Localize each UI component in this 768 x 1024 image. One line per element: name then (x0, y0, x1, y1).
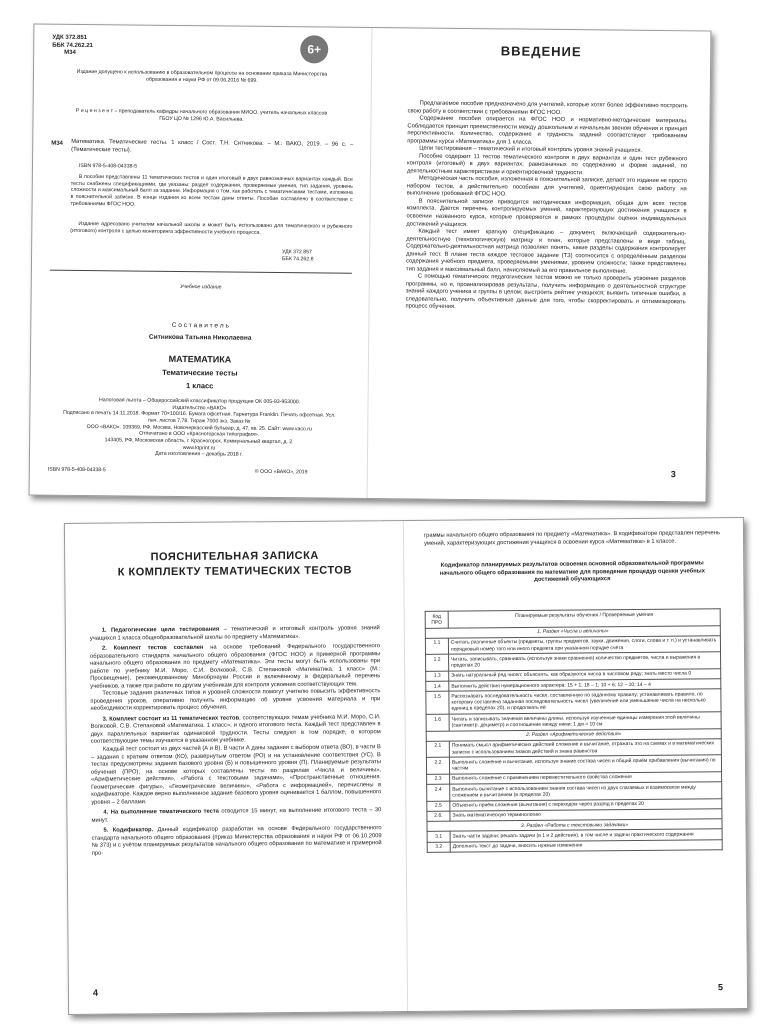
note-item-lead: 4. На выполнение тематического теста (103, 808, 219, 816)
row-description: Выполнять сложение с применением переместительного свойства сложения (450, 771, 722, 784)
row-code: 3.1 (427, 831, 450, 841)
row-code: 1.2 (426, 654, 449, 671)
note-item (90, 688, 380, 713)
udk-code-2: УДК 372.857 (282, 249, 312, 256)
codifier-table (425, 608, 723, 852)
codifier-title: Кодификатор планируемых результатов освоения основной образовательной программы начального общего образования по математике для проведения процедур оценки учебных достижений обучающихся (439, 560, 705, 583)
isbn-line: ISBN 978-5-408-04338-5 (78, 162, 137, 170)
printing-site: www.ktprint.ru (182, 444, 216, 451)
note-item-lead: 1. Педагогические цели тестирования (101, 626, 220, 634)
row-description: Читать, записывать, сравнивать (используя знаки сравнения) количество предметов, числа и выражения в пределах 20 (449, 652, 721, 671)
row-code: 2.5 (427, 801, 450, 811)
note-item-lead: 2. Комплект тестов составлен (101, 644, 204, 652)
table-row (427, 839, 722, 852)
page-number: 3 (670, 469, 676, 480)
approval-note: Издание допущено к использованию в образовательном процессе на основании приказа Министерства образования и науки РФ от 09.06.2016 № 699. (76, 68, 328, 84)
intro-paragraph: Пособие содержит 11 тестов тематического контроля в двух вариантах и один тест рубежного контроля (итоговый) в двух вариантах, равнозначных по содержанию и форме заданий, по деятельностным характеристикам и ориентировочной трудности. (406, 153, 688, 177)
row-code: 1.5 (426, 691, 449, 714)
intro-paragraph: В пояснительной записке приводится методическая информация, общая для всех тестов комплекта. Дается перечень контролируемых умений, характеризующих достижения учащихся в освоении названного курса, которые проверяются в рамках процедуры оценки индивидуальных достижений учащихся. (406, 198, 687, 228)
row-code: 2.2 (426, 757, 449, 774)
intro-paragraph: Содержание пособия опирается на ФГОС НОО и нормативно-методические материалы. Соблюдается принцип преемственности между дошкольным и начальным звеном обучения и принцип перспективности. Количество, содержание и трудность заданий соответствуют требованиям программы курса «Математика» для 1 класса. (407, 115, 688, 146)
compiler-label: С о с т а в и т е л ь (171, 321, 229, 330)
note-item-text: Тестовые задания различных типов и уровней сложности помогут учителю повысить эффективность проведения уроков, оперативно получить информацию об уровне усвоения материала и при необходимости корректировать процесс обучения. (90, 688, 381, 713)
note-item (90, 643, 380, 691)
note-item-text: , соответствующих темам учебника М.И. Моро, С.И. Волковой, С.В. Степановой «Математика. 1 класс», и одного итогового теста. Каждый тест представлен в двух параллельных вариантах одинаковой трудности. Тесты следуют в том порядке, в котором соответствующие темы изучаются в указанном учебнике. (90, 714, 381, 746)
introduction-title: ВВЕДЕНИЕ (500, 43, 582, 60)
note-item-text: – тематический и итоговый контроль уровня знаний учащихся 1 класса общеобразовательной школы по предмету «Математика». (89, 625, 380, 642)
row-code: 1.3 (426, 671, 449, 681)
author-mark: М34 (64, 50, 76, 57)
row-description: Распознавать последовательность чисел, составленную по заданному правилу; устанавливать правило, по которому составлена заданная последовательность чисел (увеличение или уменьшение числа на несколько единиц в пределах 20), и продолжать её (449, 689, 721, 714)
row-description: Выполнять вычитание с использованием знания состава чисел из двух слагаемых и взаимосвязи между сложением и вычитанием (в пределах 20) (450, 782, 722, 801)
intro-paragraph: Предлагаемое пособие предназначено для учителей, которые хотят более эффективно построить свою работу в соответствии с требованиями ФГОС НОО. (407, 100, 688, 116)
row-description: Знать математическую терминологию (450, 808, 722, 821)
catalog-entry: Математика. Тематические тесты. 1 класс / Сост. Т.Н. Ситникова. – М.: ВАКО, 2019. – 96 с. – (Тематические тесты). (71, 138, 354, 154)
edition-type: Учебное издание (179, 284, 222, 291)
note-item (91, 744, 382, 807)
row-code: 2.4 (427, 784, 450, 801)
codifier-table-wrap (425, 608, 723, 852)
row-description: Объяснять приём сложения (вычитания) с переходом через разряд в пределах 20 (450, 798, 722, 811)
column-header-code: Код ПРО (425, 611, 448, 628)
intro-paragraph: С помощью тематических педагогических тестов можно не только проверить усвоение разделов программы, но и, проанализировав результаты, получить информацию о деятельностной структуре знаний каждого ученика и группы в целом; выстроить рейтинг учащихся; выявить типичные ошибки, а следовательно, получить объективные данные для того, чтобы скорректировать и оптимизировать процесс обучения. (405, 273, 686, 311)
catalog-mark: М34 (51, 140, 63, 147)
page-number: 5 (717, 982, 723, 993)
reviewer-note: Р е ц е н з е н т – преподаватель кафедры начального образования МИОО, учитель начальных классов ГБОУ ЦО № 1296 Ю.А. Васильева. (75, 107, 328, 123)
print-info: Подписано в печать 14.11.2018. Формат 70×100/16. Бумага офсетная. Гарнитура Franklin. Печать офсетная. Усл. печ. листов 7,78. Тираж 7000 экз. Заказ № (63, 410, 336, 425)
top-spread (29, 23, 712, 502)
section-heading: 1. Раздел «Числа и величины» (425, 625, 720, 638)
note-item-text: на основе требований Федерального государственного образовательного стандарта начального общего образования (ФГОС НОО) и примерной программы начального общего образования по предмету «Математика». Эти тесты могут быть использованы при работе по учебнику М.И. Моро, С.И. Волковой, С.В. Степановой «Математика. 1 класс» (М.: Просвещение), рекомендованному Минобрнауки России и включённому в федеральный перечень учебников, а также при работе по другим учебникам для контроля усвоения соответствующих тем. (90, 643, 381, 690)
codifier-intro: граммы начального общего образования по предмету «Математика». В кодификаторе представлен перечень умений, характеризующих достижения учащихся в освоении курса «Математика» в 1 классе. (423, 530, 721, 547)
book-title: МАТЕМАТИКА (168, 353, 232, 365)
row-description: Выполнить действия нумерационного характера: 15 + 1; 18 – 1; 10 + 6; 12 – 10; 14 – 4 (449, 679, 721, 692)
row-description: Знать части задачи; решать задачи (в 1 и 2 действия), в том числе и задачи практического содержания (450, 829, 722, 842)
bbk-code: ББК 74.262.21 (52, 42, 93, 49)
note-item (91, 807, 381, 825)
row-description: Дополнять текст до задачи, вносить нужные изменения (450, 839, 722, 852)
explanatory-note-page (65, 521, 408, 1014)
divider (50, 270, 352, 274)
tax-note: Налоговая льгота – Общероссийский классификатор продукции ОК 005-93-953000. (98, 397, 301, 406)
printing-address: 143405, РФ, Московская область, г. Красногорск, Коммунальный квартал, д. 2. (104, 437, 294, 446)
row-code: 1.4 (426, 681, 449, 691)
note-item (90, 625, 380, 643)
row-description: Понимать смысл арифметических действий сложение и вычитание, отражать это на схемах и в математических записях с использованием знаков действий и знака равенства (449, 738, 721, 757)
isbn-bottom: ISBN 978-5-408-04338-5 (47, 466, 106, 474)
section-heading: 3. Раздел «Работа с текстовыми задачами» (427, 819, 722, 832)
note-item (91, 714, 381, 747)
book-grade: 1 класс (185, 381, 214, 391)
audience-text: Издание адресовано учителям начальной школы и может быть использовано для тематического и рубежного (итогового) контроля с целью мониторинга эффективности учебного процесса. (70, 220, 353, 236)
intro-paragraph: Каждый тест имеет краткую спецификацию – документ, включающий содержательно-деятельностную (технологическую) матрицу и план, которые представлены в виде таблиц. Содержательно-деятельностная матрица позволяет понять, какие разделы содержания контролирует данный тест. В плане теста каждое тестовое задание (ТЗ) соотносится с определённым разделом содержания учебного предмета, проверяемыми умениями, уровнем сложности; также представлены тип задания и максимальный балл, начисляемый за его правильное выполнение. (405, 228, 687, 275)
classification-block (52, 35, 93, 58)
printing-house: Отпечатано в ООО «Красногорская типография». (139, 430, 260, 439)
manufacture-date: Дата изготовления – декабрь 2018 г. (155, 451, 243, 458)
publisher-address: ООО «ВАКО». 109369, РФ, Москва, Новочеркасский бульвар, д. 47, кв. 25. Сайт: www.vaco.ru (86, 423, 312, 433)
page-number: 4 (92, 987, 99, 998)
codifier-table-body (425, 625, 722, 852)
row-code: 2.6. (427, 811, 450, 821)
explanatory-title-line1: ПОЯСНИТЕЛЬНАЯ ЗАПИСКА (150, 549, 319, 564)
note-item-lead: 3. Комплект состоит из 11 тематических тестов (102, 715, 240, 723)
table-row (426, 689, 721, 714)
intro-paragraph: Цели тестирования – тематический и итоговый контроль уровня знаний учащихся. (419, 145, 643, 155)
column-header-description: Планируемые результаты обучения / Проверяемые умения (448, 609, 720, 628)
age-rating-badge: 6+ (300, 35, 328, 63)
abstract-text: В пособии представлены 11 тематических тестов и один итоговый в двух равнозначных вариантах каждый. Все тесты снабжены спецификациями, где указаны: раздел содержания, проверяемые умения, тип задания, уровень сложности и максимальный балл за задание. Информация о том, как работать с тематическими тестами, изложена в пояснительной записке. В конце издания ко всем тестам даны ответы. Пособие составлено в соответствии с требованиями ФГОС НОО. (70, 173, 353, 208)
explanatory-title-line2: К КОМПЛЕКТУ ТЕМАТИЧЕСКИХ ТЕСТОВ (117, 564, 352, 579)
introduction-body (405, 100, 687, 314)
row-code: 3.2 (427, 842, 450, 852)
introduction-page (368, 28, 711, 502)
row-code: 1.1 (425, 638, 448, 655)
section-heading: 2. Раздел «Арифметические действия» (426, 728, 721, 741)
note-item-text: Данный кодификатор разработан на основе Федерального государственного стандарта начального общего образования (приказ Министерства образования и науки РФ от 06.10.2009 № 373) и с учётом планируемых результатов начального общего образования по математике и примерной про- (91, 825, 382, 857)
note-item (92, 825, 382, 858)
udk-code: УДК 372.851 (52, 34, 88, 42)
note-item-lead: 5. Кодификатор. (103, 827, 154, 834)
explanatory-body (90, 625, 382, 858)
publication-details (60, 397, 339, 460)
row-code: 2.1 (426, 741, 449, 758)
row-code: 1.6 (426, 714, 449, 731)
copyright: © ООО «ВАКО», 2019 (254, 468, 308, 476)
book-subtitle: Тематические тесты (162, 367, 238, 378)
bbk-code-2: ББК 74.262.8 (282, 255, 314, 263)
row-description: Считать различные объекты (предметы, группы предметов, звуки, движения, слоги, слова и т. п.) и устанавливать порядковый номер того или иного предмета при указанном порядке счёта (448, 636, 720, 655)
row-code: 2.3 (427, 774, 450, 784)
bottom-spread (64, 517, 748, 1015)
compiler-name: Ситникова Татьяна Николаевна (148, 333, 252, 342)
codifier-page (404, 518, 747, 1011)
row-description: Знать натуральный ряд чисел; объяснять, как образуются числа в числовом ряду; знать место числа 0 (449, 669, 721, 682)
row-description: Читать и записывать значения величины длины, используя изученные единицы измерения этой величины (сантиметр, дециметр) и соотношение между ними: 1 дм = 10 см (449, 712, 721, 731)
note-item-text: отводится 15 минут, на выполнение итогового теста – 30 минут. (91, 807, 382, 824)
row-description: Выполнять сложение и вычитание, используя знание состава чисел и общий приём прибавления (вычитания) по частям (449, 755, 721, 774)
intro-paragraph: Методическая часть пособия, изложенная в пояснительной записке, делает это издание не просто набором тестов, а действительно пособием для учителей, ориентирующих свою работу на выполнение требований ФГОС НОО. (406, 175, 687, 198)
imprint-page (30, 24, 373, 498)
note-item-text: Каждый тест состоит из двух частей (А и В). В части А даны задания с выбором ответа (ВО), в части В – задания с кратким ответом (КО), развёрнутым ответом (РО) и на установление соответствия (УС). В тестах предусмотрены задания базового уровня (Б) и повышенного уровня (П). Планируемые результаты обучения (ПРО), на основе которых составлены тесты по разделам «Числа и величины», «Арифметические действия», «Работа с текстовыми задачами», «Пространственные отношения. Геометрические фигуры», «Геометрические величины», «Работа с информацией», перечислены в кодификаторе. Каждое верно выполненное задание базового уровня оценивается 1 баллом, повышенного уровня – 2 баллами. (90, 744, 382, 806)
publisher-name: Издательство «ВАКО» (172, 404, 227, 412)
secondary-codes (282, 249, 314, 263)
